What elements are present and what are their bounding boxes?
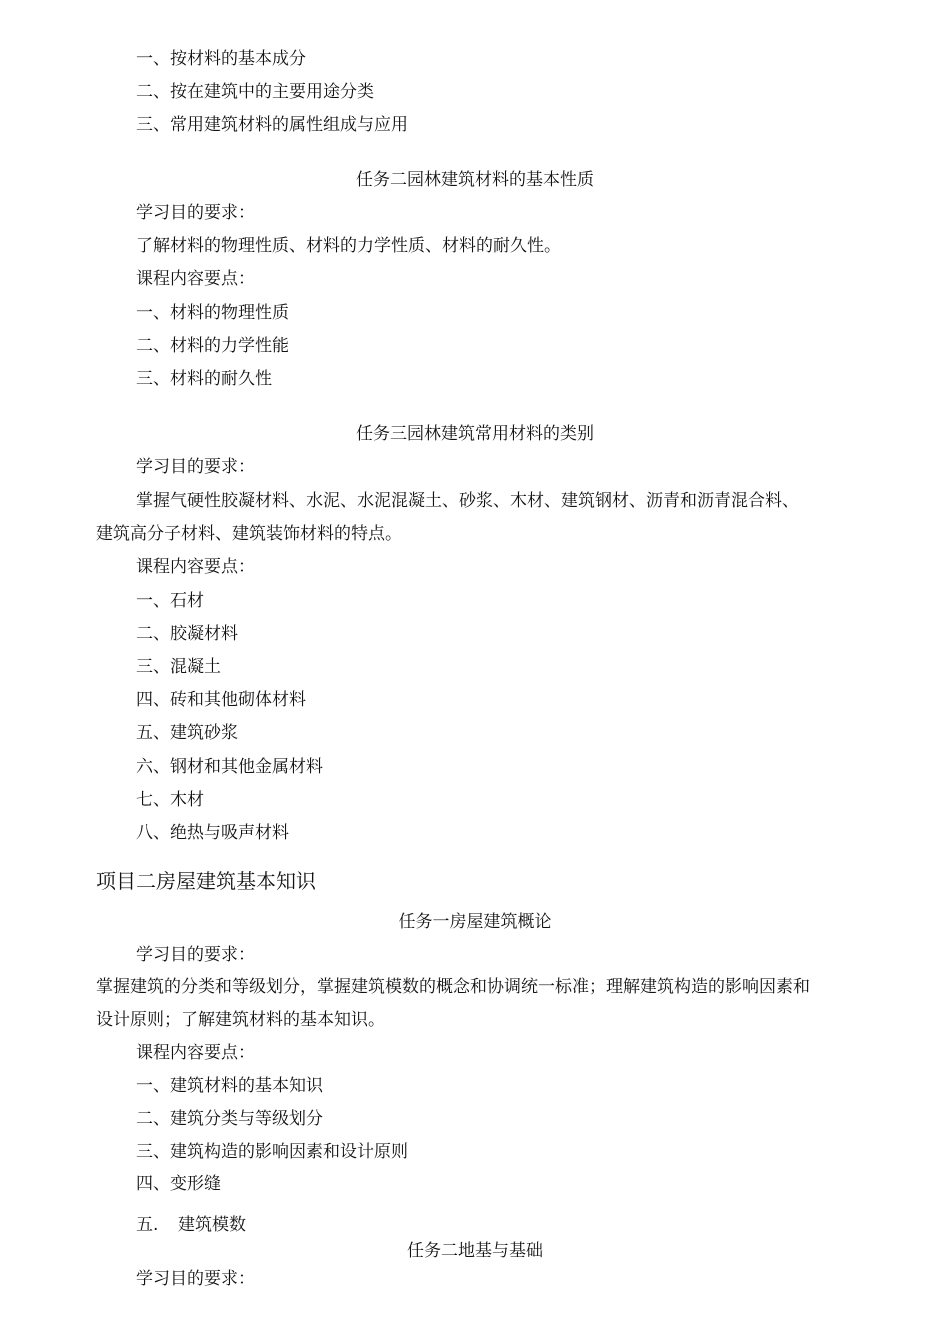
- list-item: 三、常用建筑材料的属性组成与应用: [136, 115, 408, 135]
- list-item: 一、材料的物理性质: [136, 303, 289, 323]
- list-item: 一、建筑材料的基本知识: [136, 1076, 323, 1096]
- list-item: 五、建筑砂浆: [136, 723, 238, 743]
- goal-text: 建筑高分子材料、建筑装饰材料的特点。: [96, 524, 402, 544]
- goal-text: 设计原则；了解建筑材料的基本知识。: [96, 1010, 385, 1030]
- project-heading: 项目二房屋建筑基本知识: [96, 869, 316, 893]
- list-text: 建筑模数: [178, 1215, 246, 1235]
- list-item: 一、按材料的基本成分: [136, 49, 306, 69]
- list-item: [136, 1214, 246, 1236]
- task-title: 任务一房屋建筑概论: [398, 912, 552, 932]
- goal-label: 学习目的要求：: [136, 203, 255, 223]
- task-title: 任务二园林建筑材料的基本性质: [356, 170, 594, 190]
- list-item: 四、变形缝: [136, 1174, 221, 1194]
- list-item: 六、钢材和其他金属材料: [136, 757, 323, 777]
- list-item: 七、木材: [136, 790, 204, 810]
- list-item: 二、胶凝材料: [136, 624, 238, 644]
- list-number: 五.: [136, 1215, 159, 1235]
- points-label: 课程内容要点：: [136, 557, 255, 577]
- task-title: 任务三园林建筑常用材料的类别: [356, 424, 594, 444]
- goal-label: 学习目的要求：: [136, 1269, 255, 1289]
- list-item: 二、建筑分类与等级划分: [136, 1109, 323, 1129]
- list-item: 三、材料的耐久性: [136, 369, 272, 389]
- list-item: 四、砖和其他砌体材料: [136, 690, 306, 710]
- goal-label: 学习目的要求：: [136, 457, 255, 477]
- points-label: 课程内容要点：: [136, 269, 255, 289]
- points-label: 课程内容要点：: [136, 1043, 255, 1063]
- goal-label: 学习目的要求：: [136, 945, 255, 965]
- list-item: 一、石材: [136, 591, 204, 611]
- task-title: 任务二地基与基础: [407, 1241, 543, 1261]
- list-item: 八、绝热与吸声材料: [136, 823, 289, 843]
- list-item: 三、建筑构造的影响因素和设计原则: [136, 1142, 408, 1162]
- goal-text: 掌握建筑的分类和等级划分，掌握建筑模数的概念和协调统一标准；理解建筑构造的影响因素和: [96, 977, 810, 997]
- list-item: 三、混凝土: [136, 657, 221, 677]
- list-item: 二、按在建筑中的主要用途分类: [136, 82, 374, 102]
- list-item: 二、材料的力学性能: [136, 336, 289, 356]
- goal-text: 了解材料的物理性质、材料的力学性质、材料的耐久性。: [136, 236, 561, 256]
- goal-text: 掌握气硬性胶凝材料、水泥、水泥混凝土、砂浆、木材、建筑钢材、沥青和沥青混合料、: [136, 491, 799, 511]
